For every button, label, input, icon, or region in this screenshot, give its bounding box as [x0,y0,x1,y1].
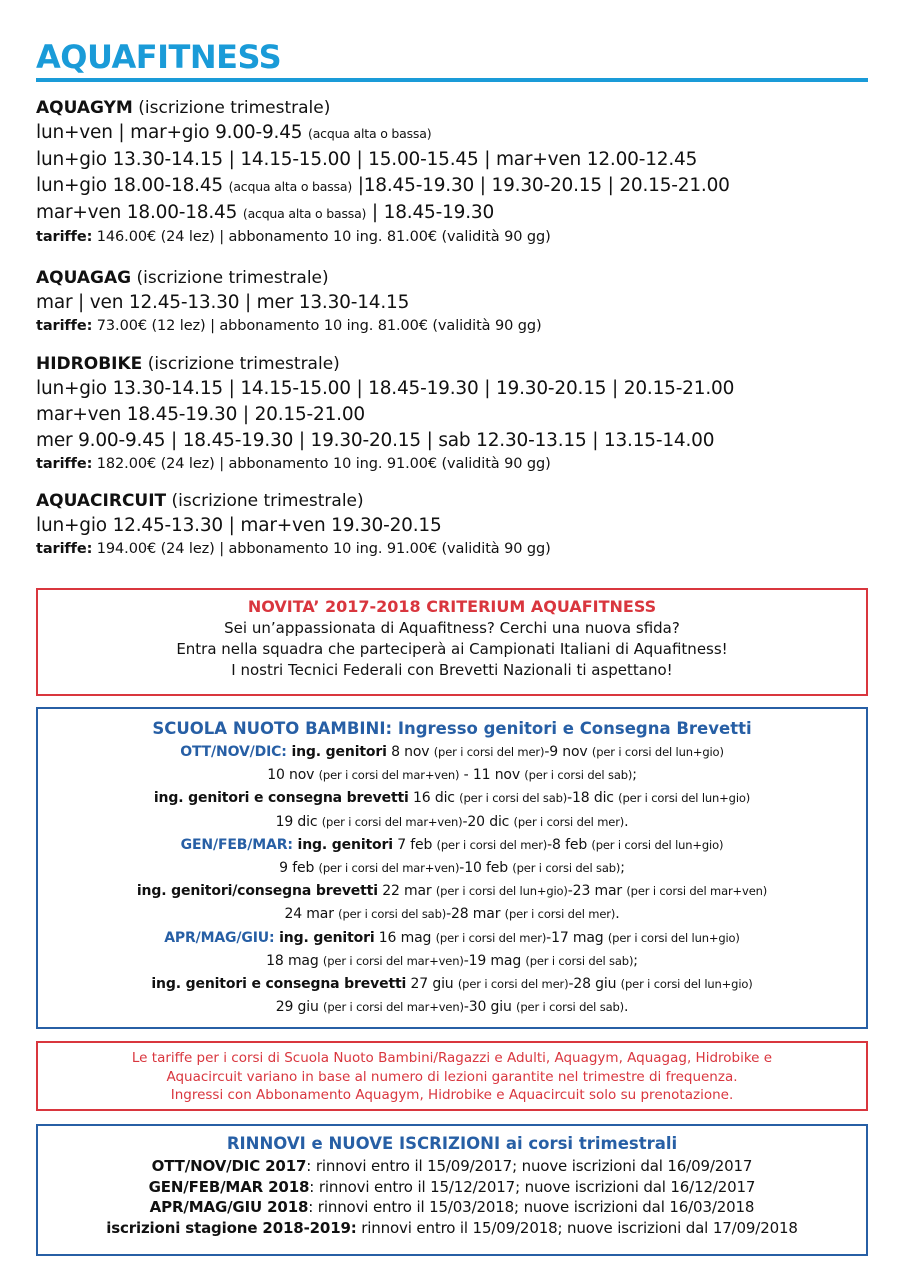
criterium-box [36,588,868,696]
scuola-date: . [615,906,620,923]
tariff-note-line: Ingressi con Abbonamento Aquagym, Hidrobike e Aquacircuit solo su prenotazione. [170,1087,734,1103]
schedule-text: |18.45-19.30 | 19.30-20.15 | 20.15-21.00 [352,175,730,196]
tariff-note-line: Le tariffe per i corsi di Scuola Nuoto Bambini/Ragazzi e Adulti, Aquagym, Aquagag, Hidrobike e [131,1050,773,1066]
scuola-date: ; [632,767,637,784]
scuola-line [42,764,862,787]
criterium-line: Entra nella squadra che parteciperà ai Campionati Italiani di Aquafitness! [176,640,728,658]
scuola-period: OTT/NOV/DIC: [180,744,287,760]
scuola-line [42,927,862,950]
scuola-label: ing. genitori/consegna brevetti [136,883,378,900]
schedule-text: mar+ven 18.00-18.45 [36,202,243,223]
tariff-note-line: Aquacircuit variano in base al numero di lezioni garantite nel trimestre di frequenza. [166,1068,738,1085]
course-aquagag [36,266,886,337]
course-heading [36,352,886,376]
course-name: AQUAGAG [36,268,132,288]
schedule-text: lun+gio 13.30-14.15 | 14.15-15.00 | 15.00-15.45 | mar+ven 12.00-12.45 [36,149,698,170]
criterium-line: I nostri Tecnici Federali con Brevetti Nazionali ti aspettano! [231,661,673,679]
schedule-line [36,290,886,316]
scuola-line [42,787,862,810]
tariff-text: 194.00€ (24 lez) | abbonamento 10 ing. 91.00€ (validità 90 gg) [92,541,551,557]
scuola-label: ing. genitori [286,744,387,760]
scuola-note: (per i corsi del mer) [433,745,545,759]
scuola-period: APR/MAG/GIU: [164,929,275,946]
schedule-text: lun+ven | mar+gio 9.00-9.45 [36,122,309,143]
scuola-line [42,834,862,857]
course-note: (iscrizione trimestrale) [136,268,329,288]
course-tariff [36,539,886,560]
scuola-note: (per i corsi del mar+ven) [318,768,460,783]
schedule-note: (acqua alta o bassa) [242,206,367,221]
scuola-line [42,880,862,903]
scuola-note: (per i corsi del lun+gio) [620,977,753,992]
scuola-date: 24 mar [284,906,339,923]
schedule-text: | 18.45-19.30 [366,202,495,223]
scuola-date: 16 dic [408,790,460,807]
schedule-line [36,428,886,454]
scuola-date: 19 dic [275,813,322,830]
schedule-line [36,402,886,428]
scuola-date: 10 nov [267,767,319,784]
tariff-text: 73.00€ (12 lez) | abbonamento 10 ing. 81.00€ (validità 90 gg) [92,318,542,334]
scuola-date: -28 mar [446,906,505,923]
course-tariff [36,454,886,475]
schedule-text: mer 9.00-9.45 | 18.45-19.30 | 19.30-20.15 | sab 12.30-13.15 | 13.15-14.00 [36,430,715,451]
scuola-date: 7 feb [392,836,437,853]
scuola-note: (per i corsi del sab) [525,953,634,968]
schedule-text: lun+gio 12.45-13.30 | mar+ven 19.30-20.15 [36,515,442,536]
scuola-line [42,950,862,973]
scuola-date: -23 mar [567,883,627,900]
rinnovi-text: : rinnovi entro il 15/12/2017; nuove iscrizioni dal 16/12/2017 [309,1177,756,1196]
scuola-line [42,996,862,1019]
scuola-note: (per i corsi del mer) [435,930,547,945]
schedule-line [36,376,886,402]
scuola-date: . [624,813,629,830]
schedule-line [36,513,886,539]
tariff-label: tariffe: [36,318,93,334]
scuola-note: (per i corsi del mer) [513,814,625,829]
scuola-date: 8 nov [386,744,434,760]
scuola-title: SCUOLA NUOTO BAMBINI: Ingresso genitori e Consegna Brevetti [152,719,752,738]
course-note: (iscrizione trimestrale) [171,491,364,511]
schedule-line [36,173,886,200]
scuola-date: ; [633,952,638,969]
course-heading [36,489,886,513]
scuola-note: (per i corsi del mer) [436,837,548,852]
criterium-title: NOVITA’ 2017-2018 CRITERIUM AQUAFITNESS [247,597,657,616]
rinnovi-line [42,1197,862,1218]
scuola-note: (per i corsi del lun+gio) [591,837,724,852]
tariff-label: tariffe: [36,229,93,245]
schedule-text: lun+gio 13.30-14.15 | 14.15-15.00 | 18.45-19.30 | 19.30-20.15 | 20.15-21.00 [36,378,735,399]
scuola-note: (per i corsi del mar+ven) [321,814,463,829]
course-schedule [36,376,886,454]
course-schedule [36,120,886,227]
scuola-date: -8 feb [547,836,592,853]
scuola-date: -19 mag [463,952,526,969]
scuola-date: -30 giu [463,999,517,1016]
criterium-line: Sei un’appassionata di Aquafitness? Cerchi una nuova sfida? [224,619,680,637]
course-note: (iscrizione trimestrale) [147,354,340,374]
schedule-line [36,120,886,147]
tariff-label: tariffe: [36,541,93,557]
course-name: HIDROBIKE [36,354,143,374]
tariff-label: tariffe: [36,456,93,472]
scuola-date: - 11 nov [459,767,525,784]
scuola-date: 9 feb [279,860,319,877]
scuola-note: (per i corsi del mar+ven) [626,884,768,899]
rinnovi-line [42,1177,862,1198]
scuola-label: ing. genitori [292,836,393,853]
scuola-note: (per i corsi del sab) [516,1000,624,1015]
course-heading [36,96,886,120]
rinnovi-text: rinnovi entro il 15/09/2018; nuove iscrizioni dal 17/09/2018 [356,1218,798,1237]
scuola-note: (per i corsi del sab) [524,768,633,783]
scuola-label: ing. genitori e consegna brevetti [151,976,407,993]
scuola-date: 18 mag [266,952,323,969]
rinnovi-box [36,1124,868,1256]
course-tariff [36,227,886,248]
scuola-note: (per i corsi del mar+ven) [322,953,464,968]
scuola-line [42,857,862,880]
scuola-date: -18 dic [567,790,619,807]
scuola-note: (per i corsi del mer) [504,907,616,922]
course-heading [36,266,886,290]
scuola-date: 29 giu [275,999,324,1016]
scuola-date: -20 dic [462,813,514,830]
schedule-note: (acqua alta o bassa) [228,179,353,194]
course-name: AQUAGYM [36,98,133,118]
scuola-date: -9 nov [544,744,592,760]
schedule-line [36,147,886,173]
course-aquacircuit [36,489,886,560]
scuola-note: (per i corsi del lun+gio) [591,745,724,759]
rinnovi-period: iscrizioni stagione 2018-2019: [106,1218,357,1237]
schedule-note: (acqua alta o bassa) [308,126,432,141]
scuola-note: (per i corsi del lun+gio) [618,791,751,806]
rinnovi-text: : rinnovi entro il 15/09/2017; nuove iscrizioni dal 16/09/2017 [306,1157,753,1175]
scuola-note: (per i corsi del lun+gio) [607,930,740,945]
scuola-date: 22 mar [377,883,436,900]
scuola-date: -28 giu [568,976,621,993]
page-title: AQUAFITNESS [36,38,282,76]
scuola-note: (per i corsi del sab) [459,791,568,806]
tariff-text: 146.00€ (24 lez) | abbonamento 10 ing. 81.00€ (validità 90 gg) [92,229,551,245]
scuola-label: ing. genitori e consegna brevetti [153,790,409,807]
scuola-note: (per i corsi del mar+ven) [323,1000,464,1015]
scuola-label: ing. genitori [274,929,375,946]
scuola-line [42,811,862,834]
course-schedule [36,513,886,539]
scuola-note: (per i corsi del lun+gio) [435,884,568,899]
scuola-date: -10 feb [459,860,513,877]
rinnovi-title: RINNOVI e NUOVE ISCRIZIONI ai corsi trimestrali [226,1134,678,1153]
scuola-line [42,973,862,996]
scuola-note: (per i corsi del mer) [457,977,569,992]
schedule-line [36,200,886,227]
title-underline [36,78,868,82]
scuola-date: 16 mag [374,929,436,946]
scuola-note: (per i corsi del mar+ven) [318,861,460,876]
course-aquagym [36,96,886,248]
schedule-text: lun+gio 18.00-18.45 [36,175,229,196]
course-name: AQUACIRCUIT [36,491,167,511]
scuola-note: (per i corsi del sab) [512,861,621,876]
scuola-nuoto-box [36,707,868,1029]
rinnovi-period: GEN/FEB/MAR 2018 [148,1177,310,1196]
course-schedule [36,290,886,316]
scuola-line [42,741,862,764]
rinnovi-period: APR/MAG/GIU 2018 [149,1198,309,1216]
scuola-note: (per i corsi del sab) [338,907,447,922]
tariff-text: 182.00€ (24 lez) | abbonamento 10 ing. 91.00€ (validità 90 gg) [92,456,551,472]
rinnovi-line [42,1218,862,1239]
rinnovi-period: OTT/NOV/DIC 2017 [151,1157,307,1175]
course-note: (iscrizione trimestrale) [138,98,331,118]
course-tariff [36,316,886,337]
scuola-date: . [623,999,629,1016]
scuola-line [42,903,862,926]
schedule-text: mar+ven 18.45-19.30 | 20.15-21.00 [36,404,365,425]
scuola-period: GEN/FEB/MAR: [180,836,293,853]
scuola-lines [42,741,862,1019]
rinnovi-line [42,1156,862,1177]
scuola-date: -17 mag [546,929,608,946]
rinnovi-text: : rinnovi entro il 15/03/2018; nuove iscrizioni dal 16/03/2018 [308,1198,755,1216]
course-hidrobike [36,352,886,475]
scuola-date: 27 giu [406,976,458,993]
tariff-note-box [36,1041,868,1111]
schedule-text: mar | ven 12.45-13.30 | mer 13.30-14.15 [36,292,410,313]
scuola-date: ; [620,860,625,877]
